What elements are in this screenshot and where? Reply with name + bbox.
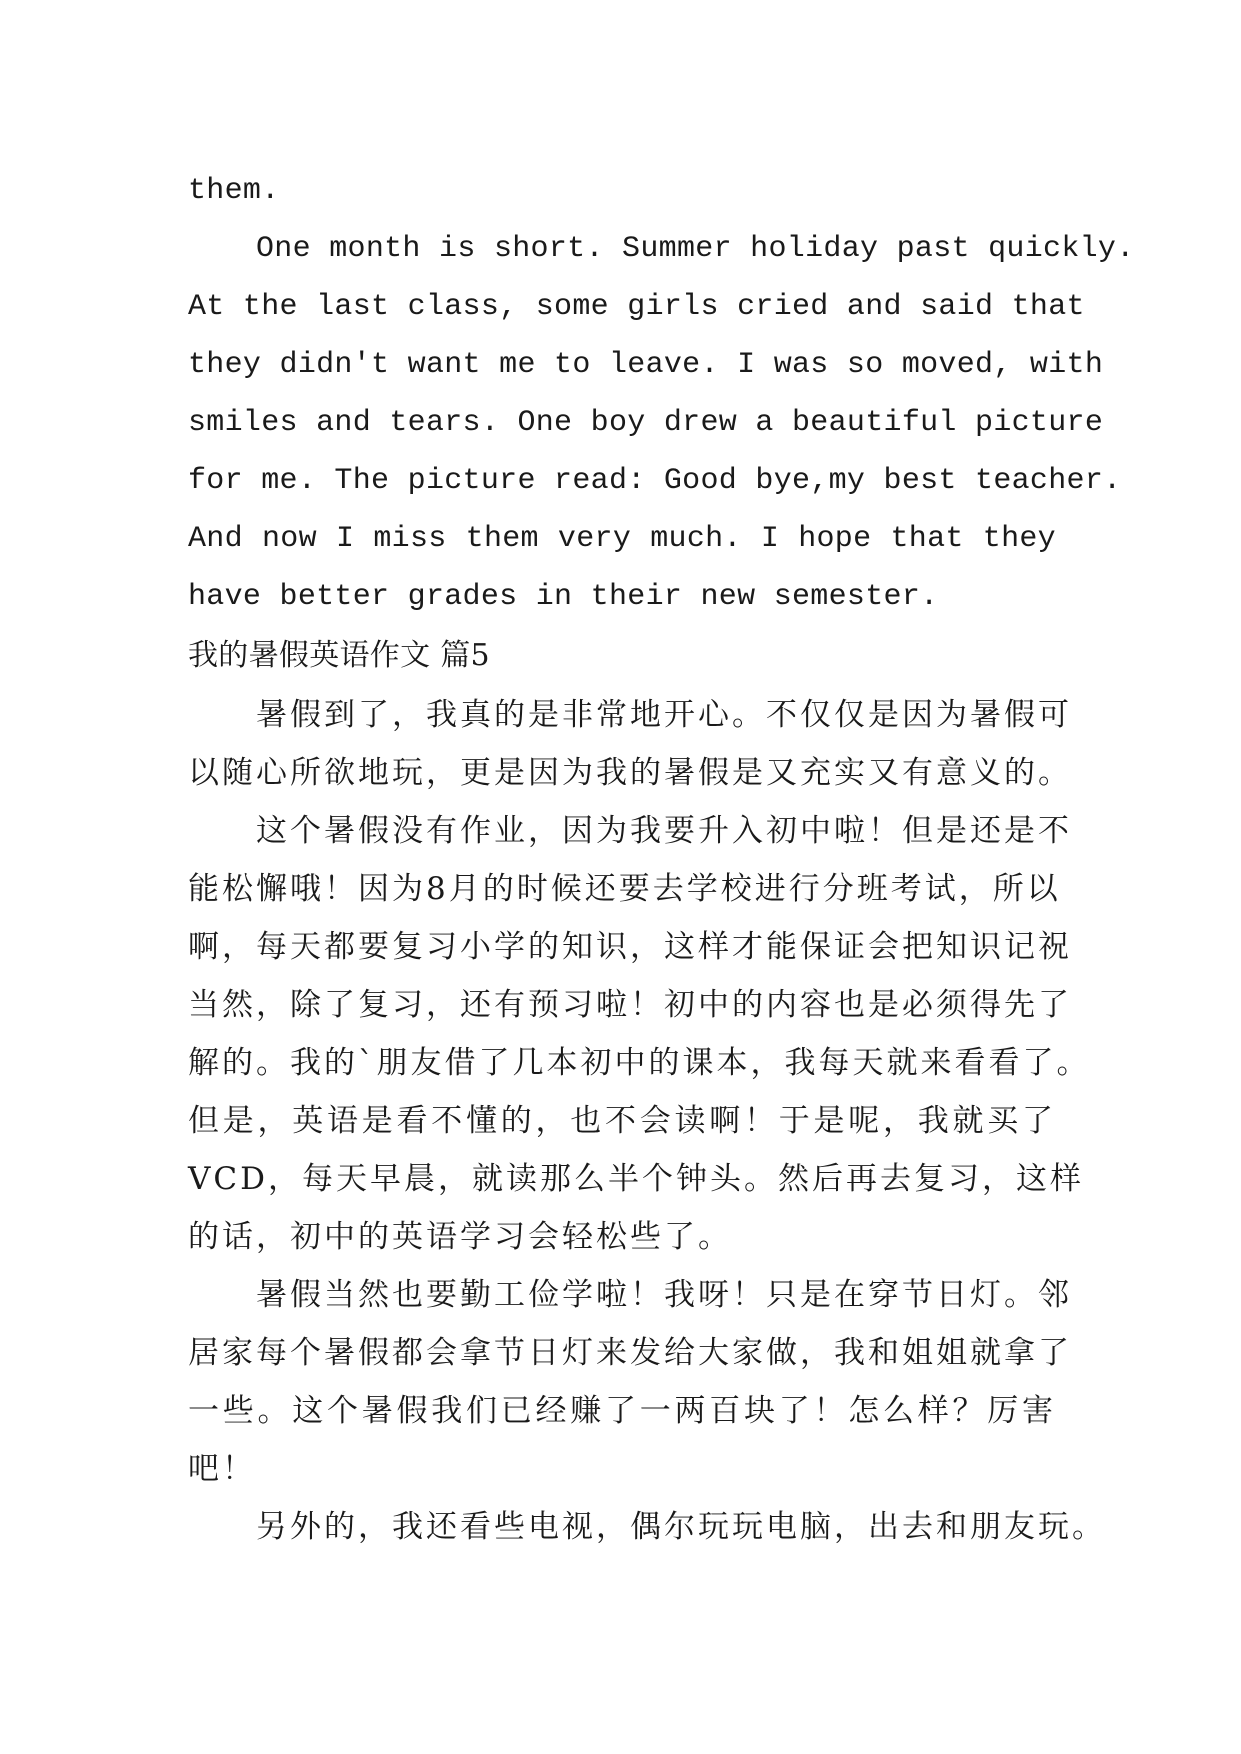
text-line: 吧！	[188, 1451, 256, 1487]
text-line: 暑假当然也要勤工俭学啦！我呀！只是在穿节日灯。邻	[256, 1277, 1072, 1313]
text-line: One month is short. Summer holiday past quickly.	[256, 232, 1135, 266]
text-line: 当然，除了复习，还有预习啦！初中的内容也是必须得先了	[188, 987, 1072, 1023]
text-line: 解的。我的`朋友借了几本初中的课本，我每天就来看看了。	[188, 1045, 1091, 1081]
text-line: At the last class, some girls cried and said that	[188, 290, 1085, 324]
document-body	[188, 162, 1135, 1556]
section-heading: 我的暑假英语作文 篇5	[188, 638, 490, 673]
text-line: 暑假到了，我真的是非常地开心。不仅仅是因为暑假可	[256, 697, 1072, 733]
text-line: 一些。这个暑假我们已经赚了一两百块了！怎么样？厉害	[188, 1393, 1056, 1429]
text-line: 啊，每天都要复习小学的知识，这样才能保证会把知识记祝	[188, 929, 1072, 965]
text-line: they didn't want me to leave. I was so moved, with	[188, 348, 1104, 382]
text-line: 以随心所欲地玩，更是因为我的暑假是又充实又有意义的。	[188, 755, 1072, 791]
text-line: 另外的，我还看些电视，偶尔玩玩电脑，出去和朋友玩。	[256, 1509, 1106, 1545]
text-line: 能松懈哦！因为8月的时候还要去学校进行分班考试，所以	[188, 871, 1061, 907]
text-line: 这个暑假没有作业，因为我要升入初中啦！但是还是不	[256, 813, 1072, 849]
text-line: smiles and tears. One boy drew a beautiful picture	[188, 406, 1104, 440]
text-line: 的话，初中的英语学习会轻松些了。	[188, 1219, 732, 1255]
text-line: 居家每个暑假都会拿节日灯来发给大家做，我和姐姐就拿了	[188, 1335, 1072, 1371]
text-line: have better grades in their new semester.	[188, 580, 939, 614]
text-line: them.	[188, 174, 280, 208]
text-line: 但是，英语是看不懂的，也不会读啊！于是呢，我就买了	[188, 1103, 1056, 1139]
text-line: And now I miss them very much. I hope that they	[188, 522, 1056, 556]
text-line: for me. The picture read: Good bye,my best teacher.	[188, 464, 1122, 498]
text-line: VCD，每天早晨，就读那么半个钟头。然后再去复习，这样	[188, 1161, 1084, 1197]
